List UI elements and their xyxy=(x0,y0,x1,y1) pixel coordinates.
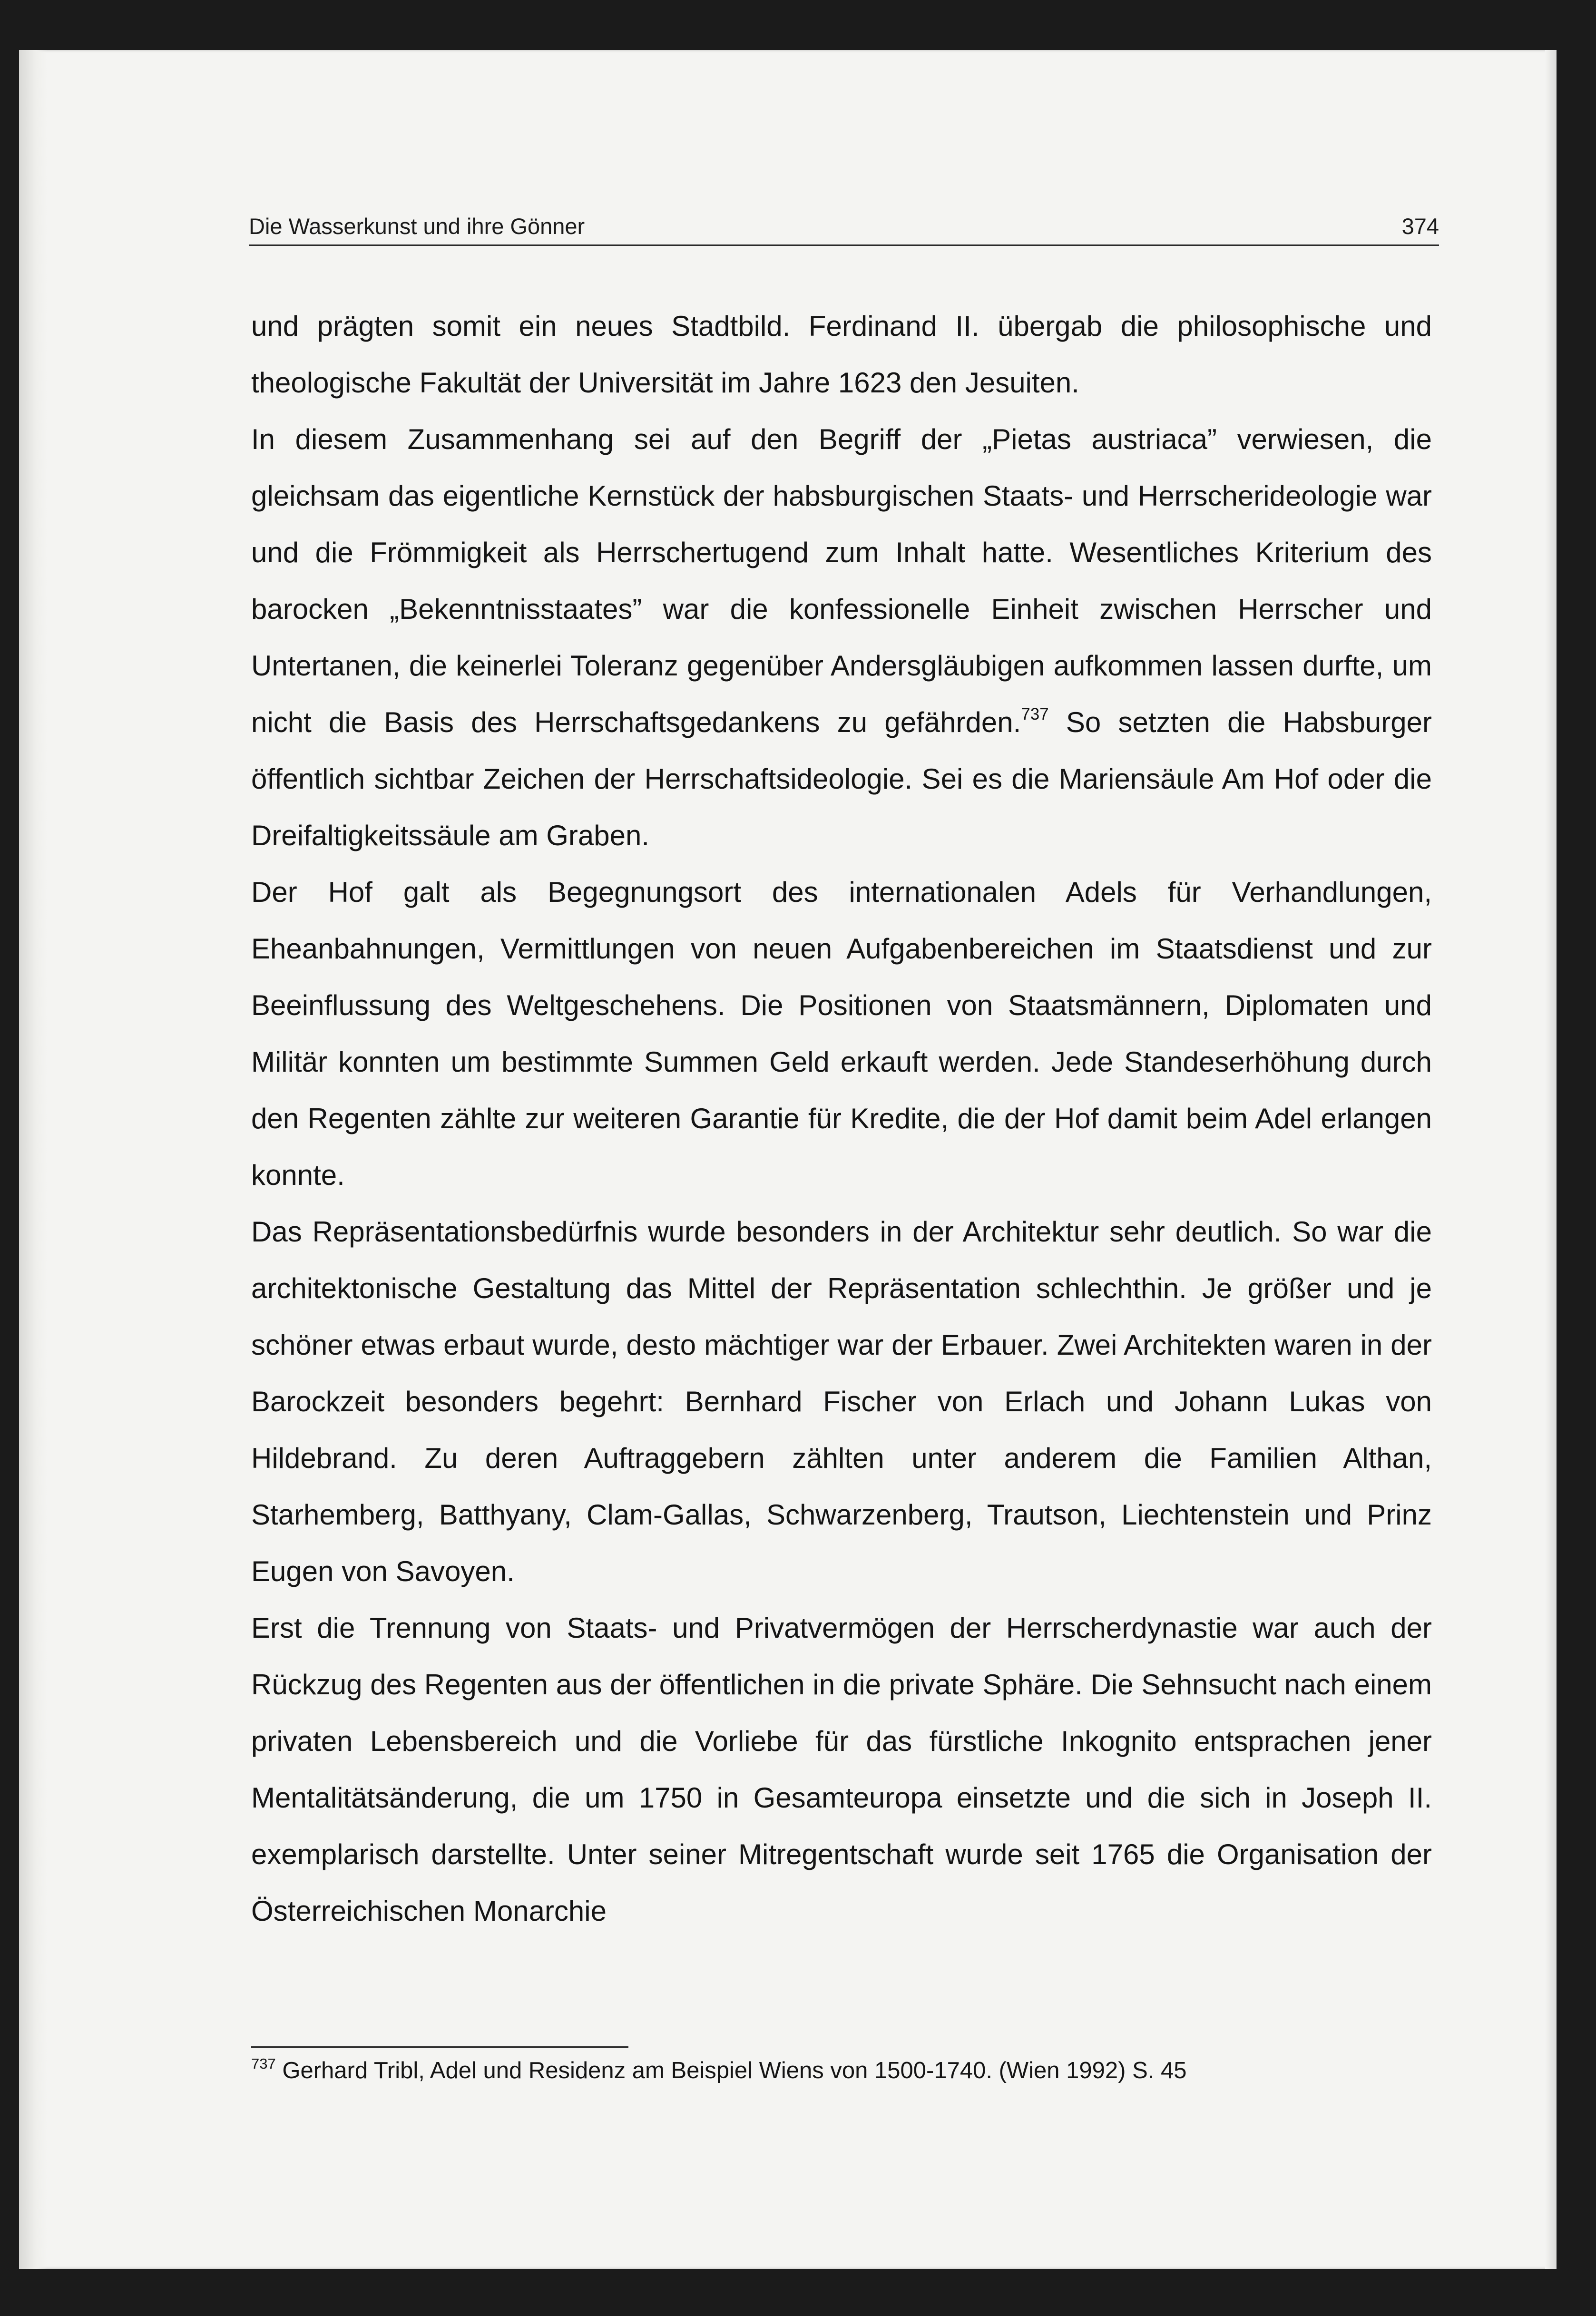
page-edge-shadow xyxy=(1545,50,1557,2269)
header-rule xyxy=(249,244,1439,246)
page-number: 374 xyxy=(1401,214,1439,239)
header-title: Die Wasserkunst und ihre Gönner xyxy=(249,214,585,239)
footnote-rule xyxy=(251,2046,628,2048)
paragraph-1: und prägten somit ein neues Stadtbild. Ferdinand II. übergab die philosophische und theologische Fakultät der Universität im Jahre 1623 den Jesuiten. xyxy=(251,310,1432,399)
footnote-text: Gerhard Tribl, Adel und Residenz am Beispiel Wiens von 1500-1740. (Wien 1992) S. 45 xyxy=(275,2058,1187,2083)
paragraph-5: Erst die Trennung von Staats- und Privatvermögen der Herrscherdynastie war auch der Rückzug des Regenten aus der öffentlichen in die private Sphäre. Die Sehnsucht nach einem privaten Lebensbereich und die Vorliebe für das fürstliche Inkognito entsprachen jener Mentalitätsänderung, die um 1750 in Gesamteuropa einsetzte und die sich in Joseph II. exemplarisch darstellte. Unter seiner Mitregentschaft wurde seit 1765 die Organisation der Österreichischen Monarchie xyxy=(251,1612,1432,1927)
paragraph-2-text-a: In diesem Zusammenhang sei auf den Begriff der „Pietas austriaca” verwiesen, die gleichsam das eigentliche Kernstück der habsburgischen Staats- und Herrscherideologie war und die Frömmigkeit als Herrschertugend zum Inhalt hatte. Wesentliches Kriterium des barocken „Bekenntnisstaates” war die konfessionelle Einheit zwischen Herrscher und Untertanen, die keinerlei Toleranz gegenüber Andersgläubigen aufkommen lassen durfte, um nicht die Basis des Herrschaftsgedankens zu gefährden. xyxy=(251,423,1432,738)
paragraph-4: Das Repräsentationsbedürfnis wurde besonders in der Architektur sehr deutlich. So war die architektonische Gestaltung das Mittel der Repräsentation schlechthin. Je größer und je schöner etwas erbaut wurde, desto mächtiger war der Erbauer. Zwei Architekten waren in der Barockzeit besonders begehrt: Bernhard Fischer von Erlach und Johann Lukas von Hildebrand. Zu deren Auftraggebern zählten unter anderem die Familien Althan, Starhemberg, Batthyany, Clam-Gallas, Schwarzenberg, Trautson, Liechtenstein und Prinz Eugen von Savoyen. xyxy=(251,1216,1432,1587)
body-text xyxy=(251,298,1432,1939)
paragraph-2 xyxy=(251,411,1432,864)
footnote xyxy=(251,2054,1432,2087)
paragraph-3: Der Hof galt als Begegnungsort des internationalen Adels für Verhandlungen, Eheanbahnungen, Vermittlungen von neuen Aufgabenbereichen im Staatsdienst und zur Beeinflussung des Weltgeschehens. Die Positionen von Staatsmännern, Diplomaten und Militär konnten um bestimmte Summen Geld erkauft werden. Jede Standeserhöhung durch den Regenten zählte zur weiteren Garantie für Kredite, die der Hof damit beim Adel erlangen konnte. xyxy=(251,876,1432,1191)
footnote-reference[interactable]: 737 xyxy=(1021,705,1049,723)
footnote-number: 737 xyxy=(251,2055,276,2072)
page-spine-shadow xyxy=(19,50,48,2269)
paragraph-2-text-b: So setzten die Habsburger öffentlich sichtbar Zeichen der Herrschaftsideologie. Sei es die Mariensäule Am Hof oder die Dreifaltigkeitssäule am Graben. xyxy=(251,706,1432,851)
running-header xyxy=(249,213,1439,244)
